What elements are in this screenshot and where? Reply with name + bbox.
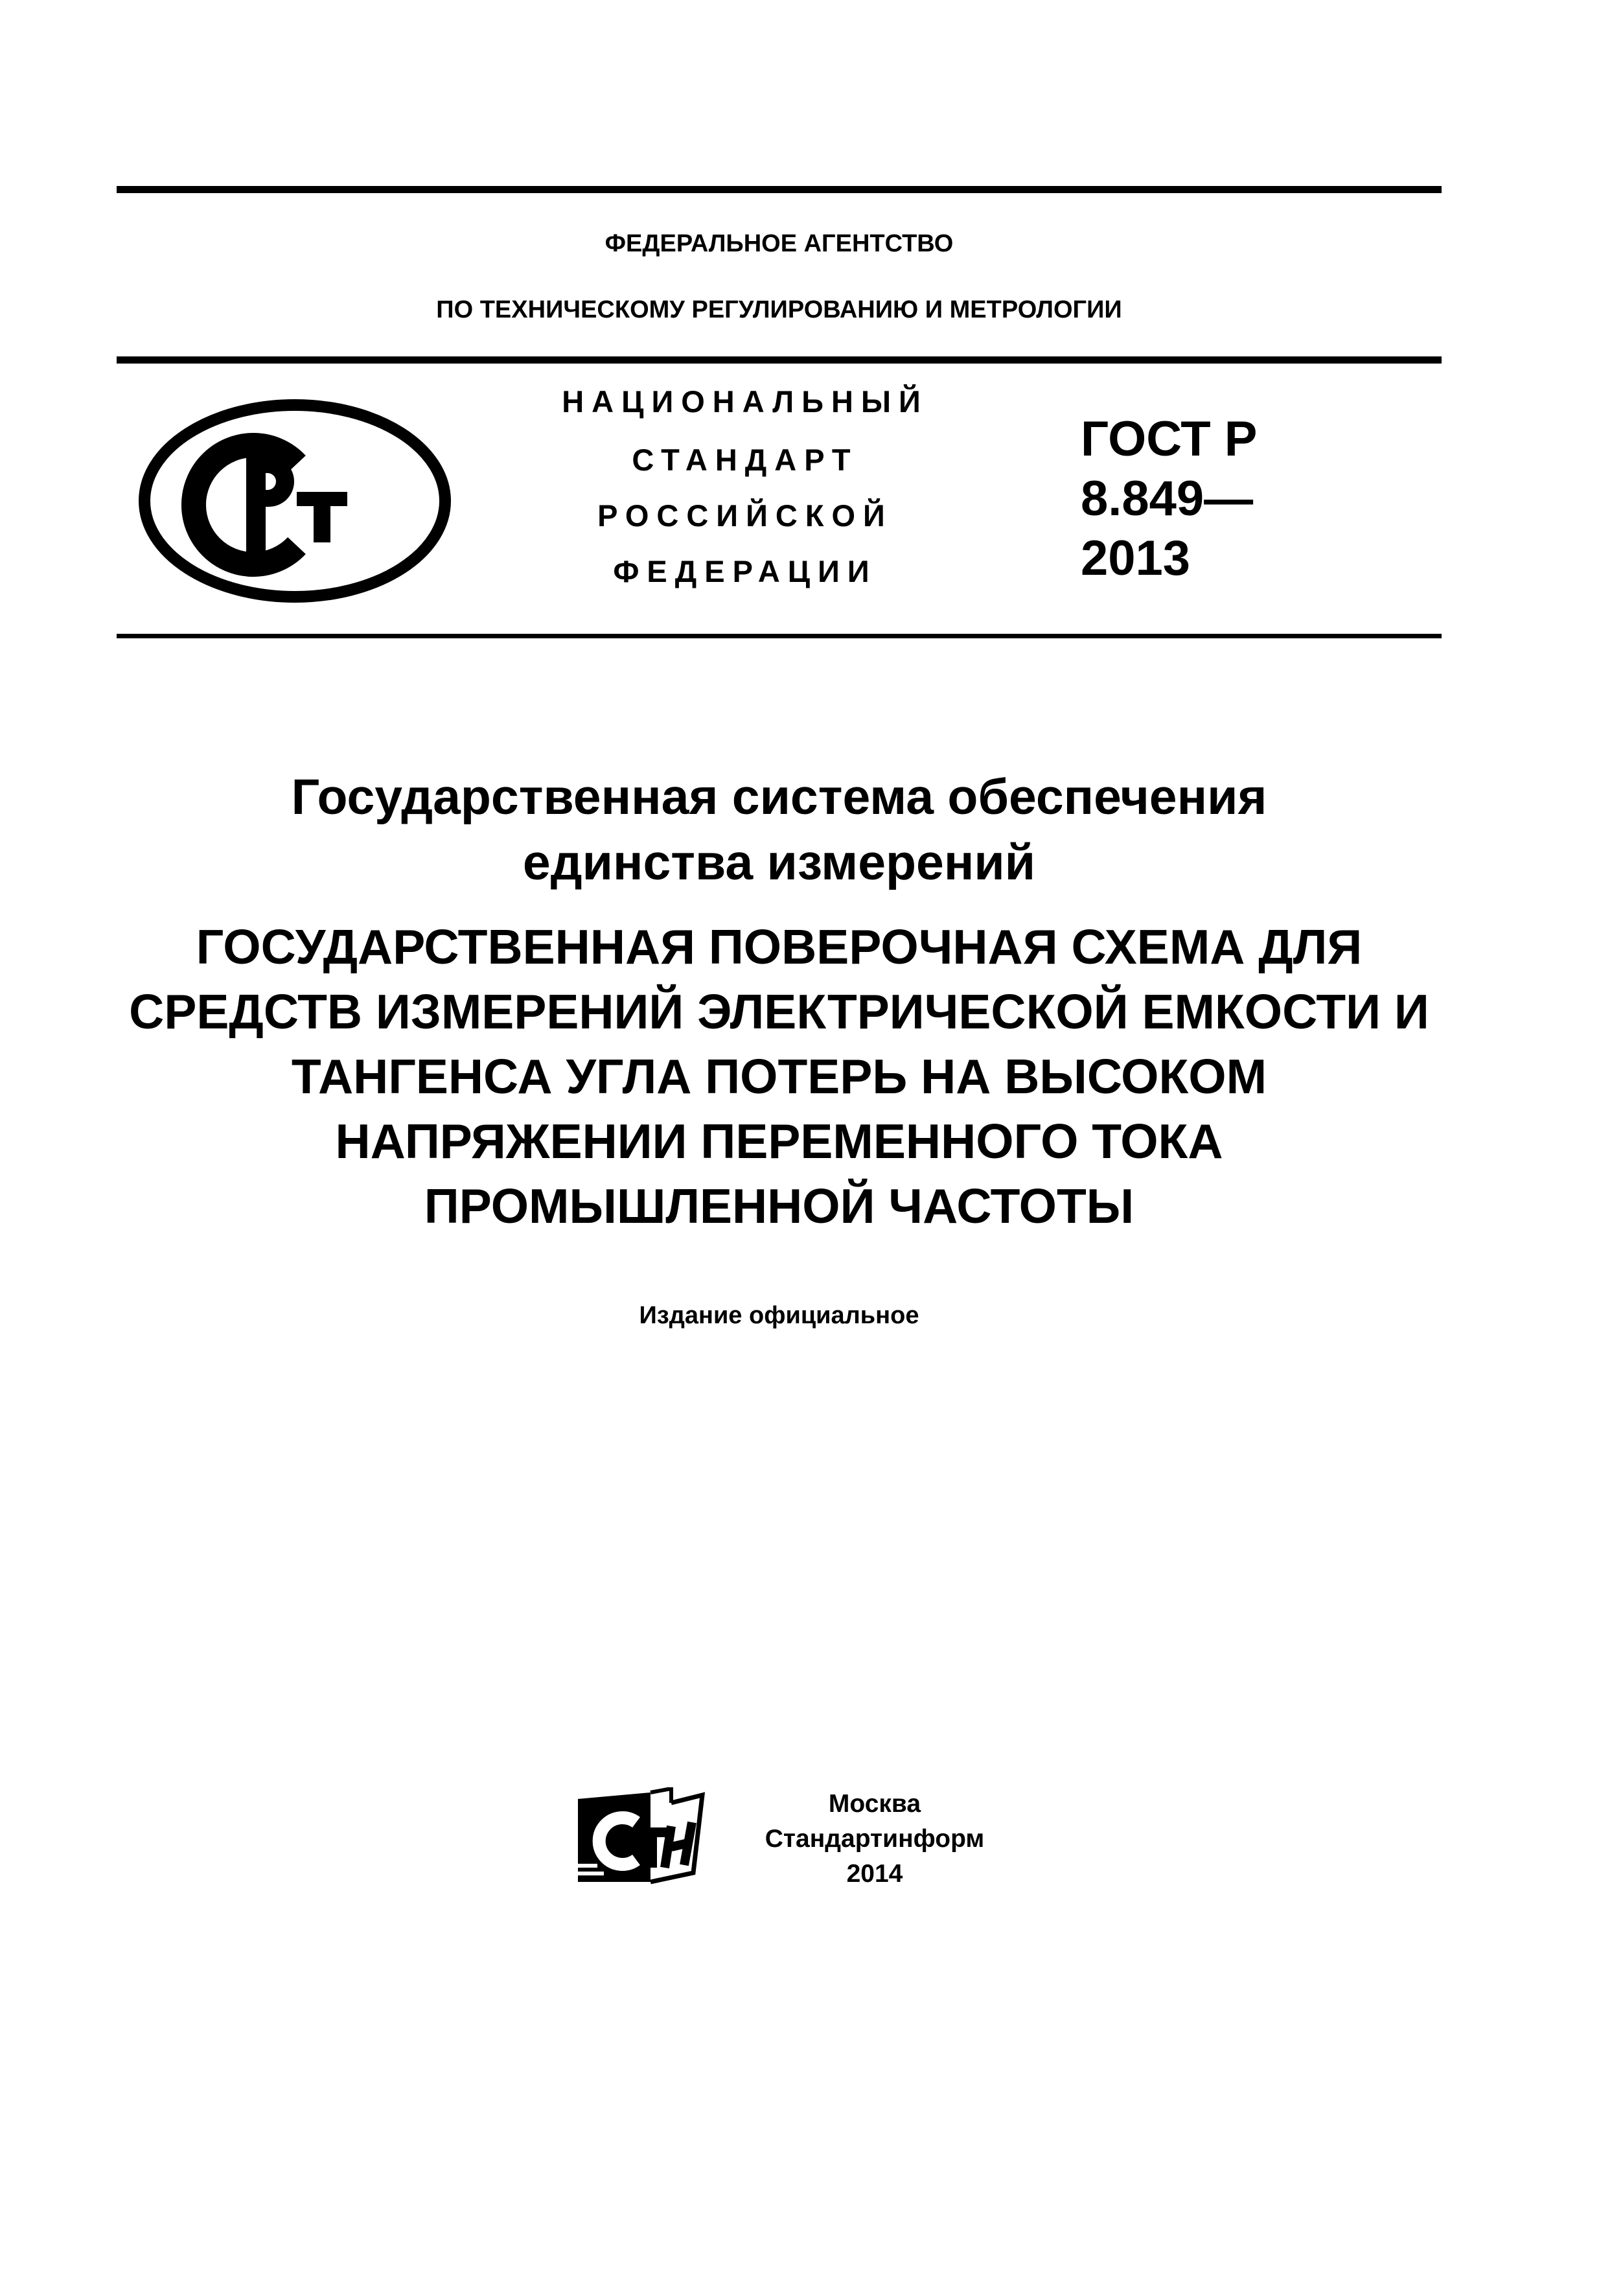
subtitle-line: единства измерений xyxy=(522,835,1036,890)
title-line: ПРОМЫШЛЕННОЙ ЧАСТОТЫ xyxy=(424,1179,1134,1233)
designation-line: 8.849— xyxy=(1081,471,1254,526)
document-subtitle xyxy=(117,765,1442,896)
designation-line: ГОСТ Р xyxy=(1081,412,1258,467)
subtitle-line: Государственная система обеспечения xyxy=(291,769,1267,825)
imprint-city: Москва xyxy=(828,1790,921,1818)
standard-designation xyxy=(1081,410,1257,588)
designation-line: 2013 xyxy=(1081,531,1191,586)
middle-rule xyxy=(117,356,1442,364)
title-line: ТАНГЕНСА УГЛА ПОТЕРЬ НА ВЫСОКОМ xyxy=(291,1049,1267,1104)
edition-label: Издание официальное xyxy=(639,1302,919,1329)
national-standard-line: ФЕДЕРАЦИИ xyxy=(613,554,877,588)
national-standard-line: РОССИЙСКОЙ xyxy=(597,498,893,533)
agency-line-1: ФЕДЕРАЛЬНОЕ АГЕНТСТВО xyxy=(604,230,954,257)
national-standard-line: НАЦИОНАЛЬНЫЙ xyxy=(562,384,928,419)
title-line: ГОСУДАРСТВЕННАЯ ПОВЕРОЧНАЯ СХЕМА ДЛЯ xyxy=(196,920,1363,974)
imprint-publisher: Стандартинформ xyxy=(765,1825,985,1853)
rst-emblem-logo xyxy=(136,397,454,605)
national-standard-line: СТАНДАРТ xyxy=(632,443,858,477)
imprint-year: 2014 xyxy=(846,1860,903,1888)
bottom-rule xyxy=(117,634,1442,638)
imprint xyxy=(719,1787,1030,1892)
document-title xyxy=(117,914,1442,1238)
standartinform-logo xyxy=(574,1787,708,1884)
agency-line-2: ПО ТЕХНИЧЕСКОМУ РЕГУЛИРОВАНИЮ И МЕТРОЛОГИИ xyxy=(436,296,1122,323)
top-rule xyxy=(117,186,1442,193)
title-line: СРЕДСТВ ИЗМЕРЕНИЙ ЭЛЕКТРИЧЕСКОЙ ЕМКОСТИ И xyxy=(129,984,1429,1039)
title-line: НАПРЯЖЕНИИ ПЕРЕМЕННОГО ТОКА xyxy=(335,1114,1223,1168)
